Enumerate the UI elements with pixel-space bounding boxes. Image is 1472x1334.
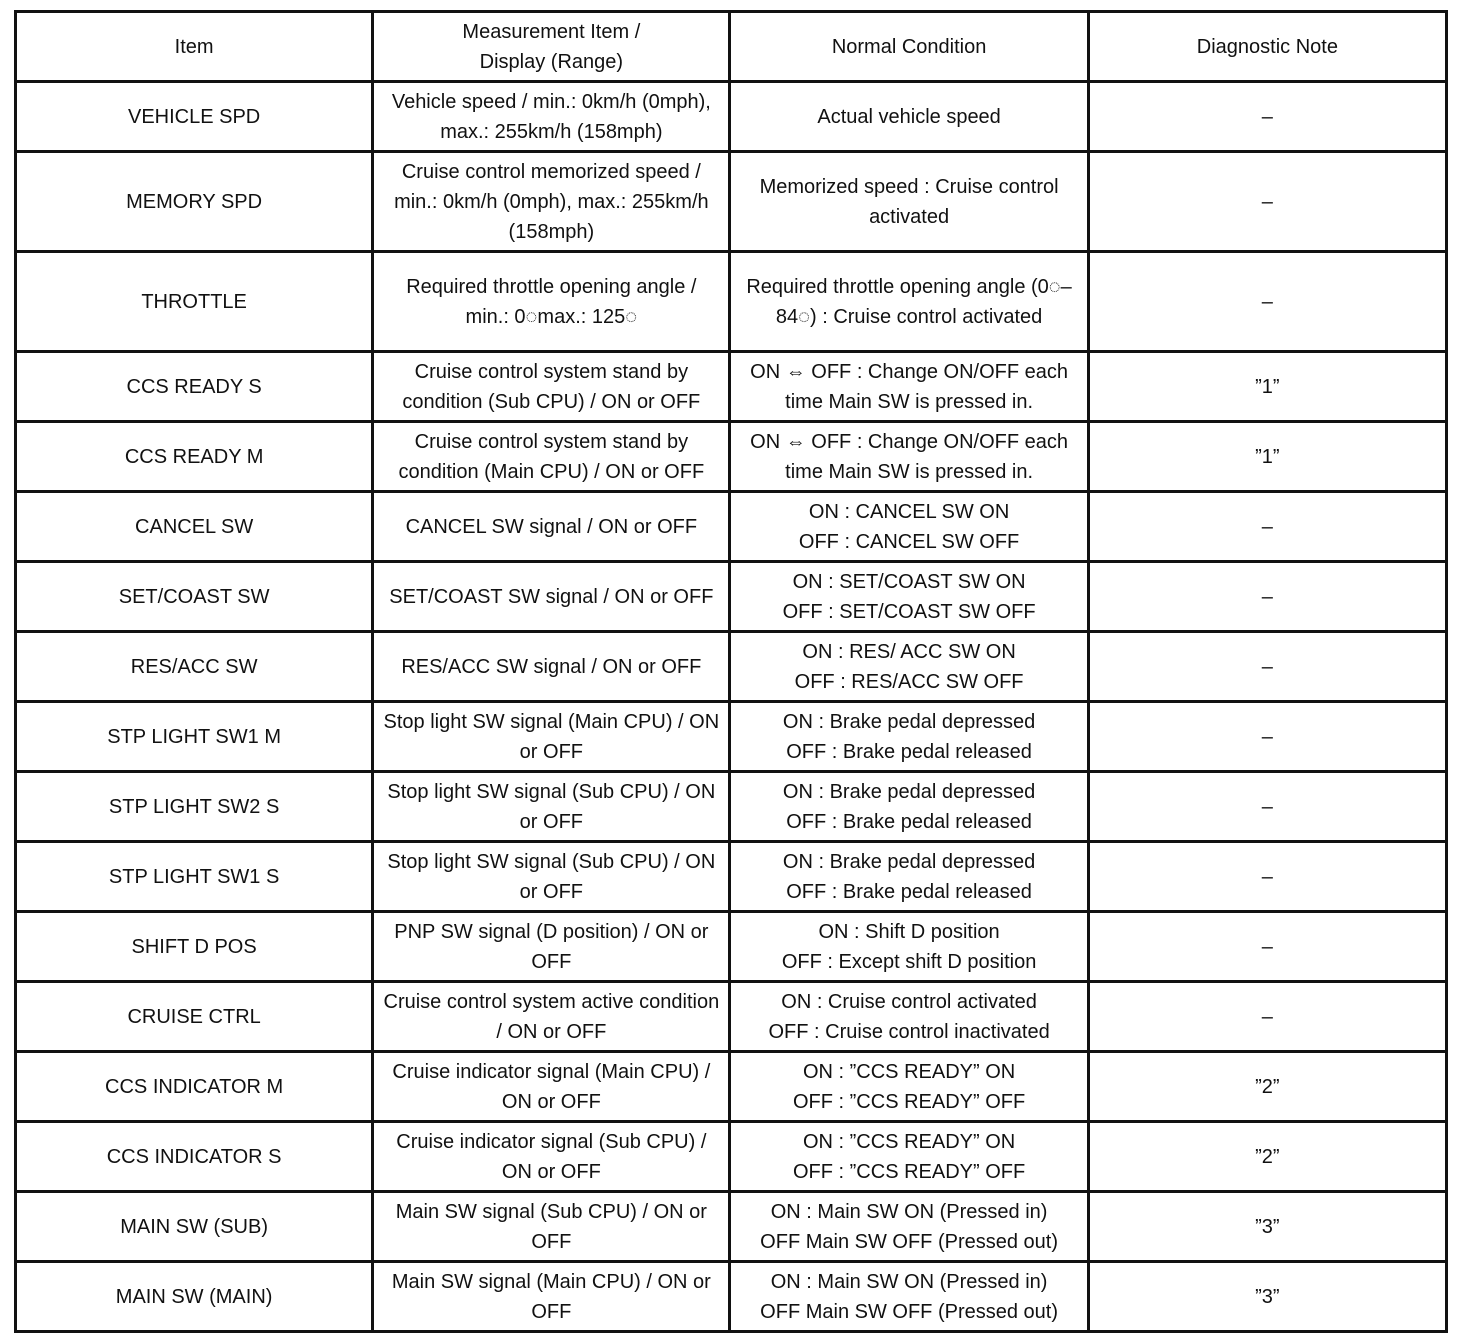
cell-measurement: PNP SW signal (D position) / ON or OFF [373, 912, 730, 982]
table-row [16, 632, 1447, 702]
cell-measurement: Cruise control system active condition / ON or OFF [373, 982, 730, 1052]
cell-diagnostic-note: – [1088, 982, 1446, 1052]
table-row [16, 702, 1447, 772]
cell-measurement: Main SW signal (Sub CPU) / ON or OFF [373, 1192, 730, 1262]
data-monitor-table [14, 10, 1448, 1333]
cell-measurement: Cruise indicator signal (Sub CPU) / ON or OFF [373, 1122, 730, 1192]
cell-normal-condition: ON ⇔ OFF : Change ON/OFF each time Main SW is pressed in. [730, 422, 1088, 492]
table-row [16, 1052, 1447, 1122]
cell-normal-condition: ON : ”CCS READY” ON OFF : ”CCS READY” OFF [730, 1122, 1088, 1192]
cell-normal-condition: ON : Brake pedal depressed OFF : Brake pedal released [730, 702, 1088, 772]
cell-diagnostic-note: ”3” [1088, 1192, 1446, 1262]
cell-normal-condition: ON : Cruise control activated OFF : Cruise control inactivated [730, 982, 1088, 1052]
cell-measurement: Required throttle opening angle / min.: 0◌max.: 125◌ [373, 252, 730, 352]
cell-normal-condition: Actual vehicle speed [730, 82, 1088, 152]
cell-item: CCS INDICATOR S [16, 1122, 373, 1192]
cell-diagnostic-note: – [1088, 152, 1446, 252]
cell-item: CCS INDICATOR M [16, 1052, 373, 1122]
table-row [16, 82, 1447, 152]
table-row [16, 422, 1447, 492]
table-row [16, 152, 1447, 252]
cell-normal-condition: ON : RES/ ACC SW ON OFF : RES/ACC SW OFF [730, 632, 1088, 702]
cell-diagnostic-note: ”3” [1088, 1262, 1446, 1332]
cell-measurement: Main SW signal (Main CPU) / ON or OFF [373, 1262, 730, 1332]
cell-item: MAIN SW (MAIN) [16, 1262, 373, 1332]
cell-item: CCS READY M [16, 422, 373, 492]
cell-item: STP LIGHT SW2 S [16, 772, 373, 842]
header-row [16, 12, 1447, 82]
cell-diagnostic-note: ”2” [1088, 1122, 1446, 1192]
cell-measurement: Cruise control system stand by condition (Sub CPU) / ON or OFF [373, 352, 730, 422]
table-row [16, 772, 1447, 842]
cell-item: VEHICLE SPD [16, 82, 373, 152]
cell-item: RES/ACC SW [16, 632, 373, 702]
table-row [16, 492, 1447, 562]
cell-measurement: Cruise control memorized speed / min.: 0km/h (0mph), max.: 255km/h (158mph) [373, 152, 730, 252]
cell-measurement: SET/COAST SW signal / ON or OFF [373, 562, 730, 632]
table-row [16, 1122, 1447, 1192]
cell-measurement: Stop light SW signal (Main CPU) / ON or OFF [373, 702, 730, 772]
cell-normal-condition: ON : Shift D position OFF : Except shift D position [730, 912, 1088, 982]
cell-diagnostic-note: ”1” [1088, 422, 1446, 492]
cell-normal-condition: Required throttle opening angle (0◌– 84◌) : Cruise control activated [730, 252, 1088, 352]
cell-measurement: Cruise control system stand by condition (Main CPU) / ON or OFF [373, 422, 730, 492]
cell-normal-condition: ON : CANCEL SW ON OFF : CANCEL SW OFF [730, 492, 1088, 562]
cell-diagnostic-note: – [1088, 562, 1446, 632]
cell-item: STP LIGHT SW1 M [16, 702, 373, 772]
cell-measurement: CANCEL SW signal / ON or OFF [373, 492, 730, 562]
cell-diagnostic-note: ”2” [1088, 1052, 1446, 1122]
table-row [16, 982, 1447, 1052]
cell-diagnostic-note: – [1088, 82, 1446, 152]
cell-diagnostic-note: – [1088, 772, 1446, 842]
cell-diagnostic-note: – [1088, 912, 1446, 982]
cell-normal-condition: ON : ”CCS READY” ON OFF : ”CCS READY” OFF [730, 1052, 1088, 1122]
table-row [16, 842, 1447, 912]
cell-normal-condition: ON : SET/COAST SW ON OFF : SET/COAST SW OFF [730, 562, 1088, 632]
cell-item: SHIFT D POS [16, 912, 373, 982]
cell-item: SET/COAST SW [16, 562, 373, 632]
cell-item: CCS READY S [16, 352, 373, 422]
cell-normal-condition: ON : Brake pedal depressed OFF : Brake pedal released [730, 842, 1088, 912]
cell-measurement: Stop light SW signal (Sub CPU) / ON or OFF [373, 772, 730, 842]
cell-diagnostic-note: – [1088, 842, 1446, 912]
cell-measurement: Stop light SW signal (Sub CPU) / ON or OFF [373, 842, 730, 912]
cell-item: STP LIGHT SW1 S [16, 842, 373, 912]
header-item: Item [16, 12, 373, 82]
cell-item: CRUISE CTRL [16, 982, 373, 1052]
header-diagnostic-note: Diagnostic Note [1088, 12, 1446, 82]
cell-measurement: Vehicle speed / min.: 0km/h (0mph), max.: 255km/h (158mph) [373, 82, 730, 152]
cell-item: MEMORY SPD [16, 152, 373, 252]
cell-normal-condition: ON : Main SW ON (Pressed in) OFF Main SW OFF (Pressed out) [730, 1192, 1088, 1262]
table-row [16, 1192, 1447, 1262]
table-row [16, 1262, 1447, 1332]
cell-diagnostic-note: – [1088, 252, 1446, 352]
cell-item: MAIN SW (SUB) [16, 1192, 373, 1262]
cell-item: CANCEL SW [16, 492, 373, 562]
table-row [16, 912, 1447, 982]
cell-normal-condition: ON ⇔ OFF : Change ON/OFF each time Main SW is pressed in. [730, 352, 1088, 422]
table-row [16, 352, 1447, 422]
cell-diagnostic-note: – [1088, 702, 1446, 772]
header-measurement: Measurement Item / Display (Range) [373, 12, 730, 82]
table-row [16, 562, 1447, 632]
cell-normal-condition: ON : Brake pedal depressed OFF : Brake pedal released [730, 772, 1088, 842]
cell-diagnostic-note: – [1088, 492, 1446, 562]
header-normal-condition: Normal Condition [730, 12, 1088, 82]
cell-measurement: Cruise indicator signal (Main CPU) / ON or OFF [373, 1052, 730, 1122]
cell-normal-condition: Memorized speed : Cruise control activated [730, 152, 1088, 252]
table-row [16, 252, 1447, 352]
cell-diagnostic-note: ”1” [1088, 352, 1446, 422]
cell-diagnostic-note: – [1088, 632, 1446, 702]
cell-normal-condition: ON : Main SW ON (Pressed in) OFF Main SW OFF (Pressed out) [730, 1262, 1088, 1332]
cell-measurement: RES/ACC SW signal / ON or OFF [373, 632, 730, 702]
cell-item: THROTTLE [16, 252, 373, 352]
